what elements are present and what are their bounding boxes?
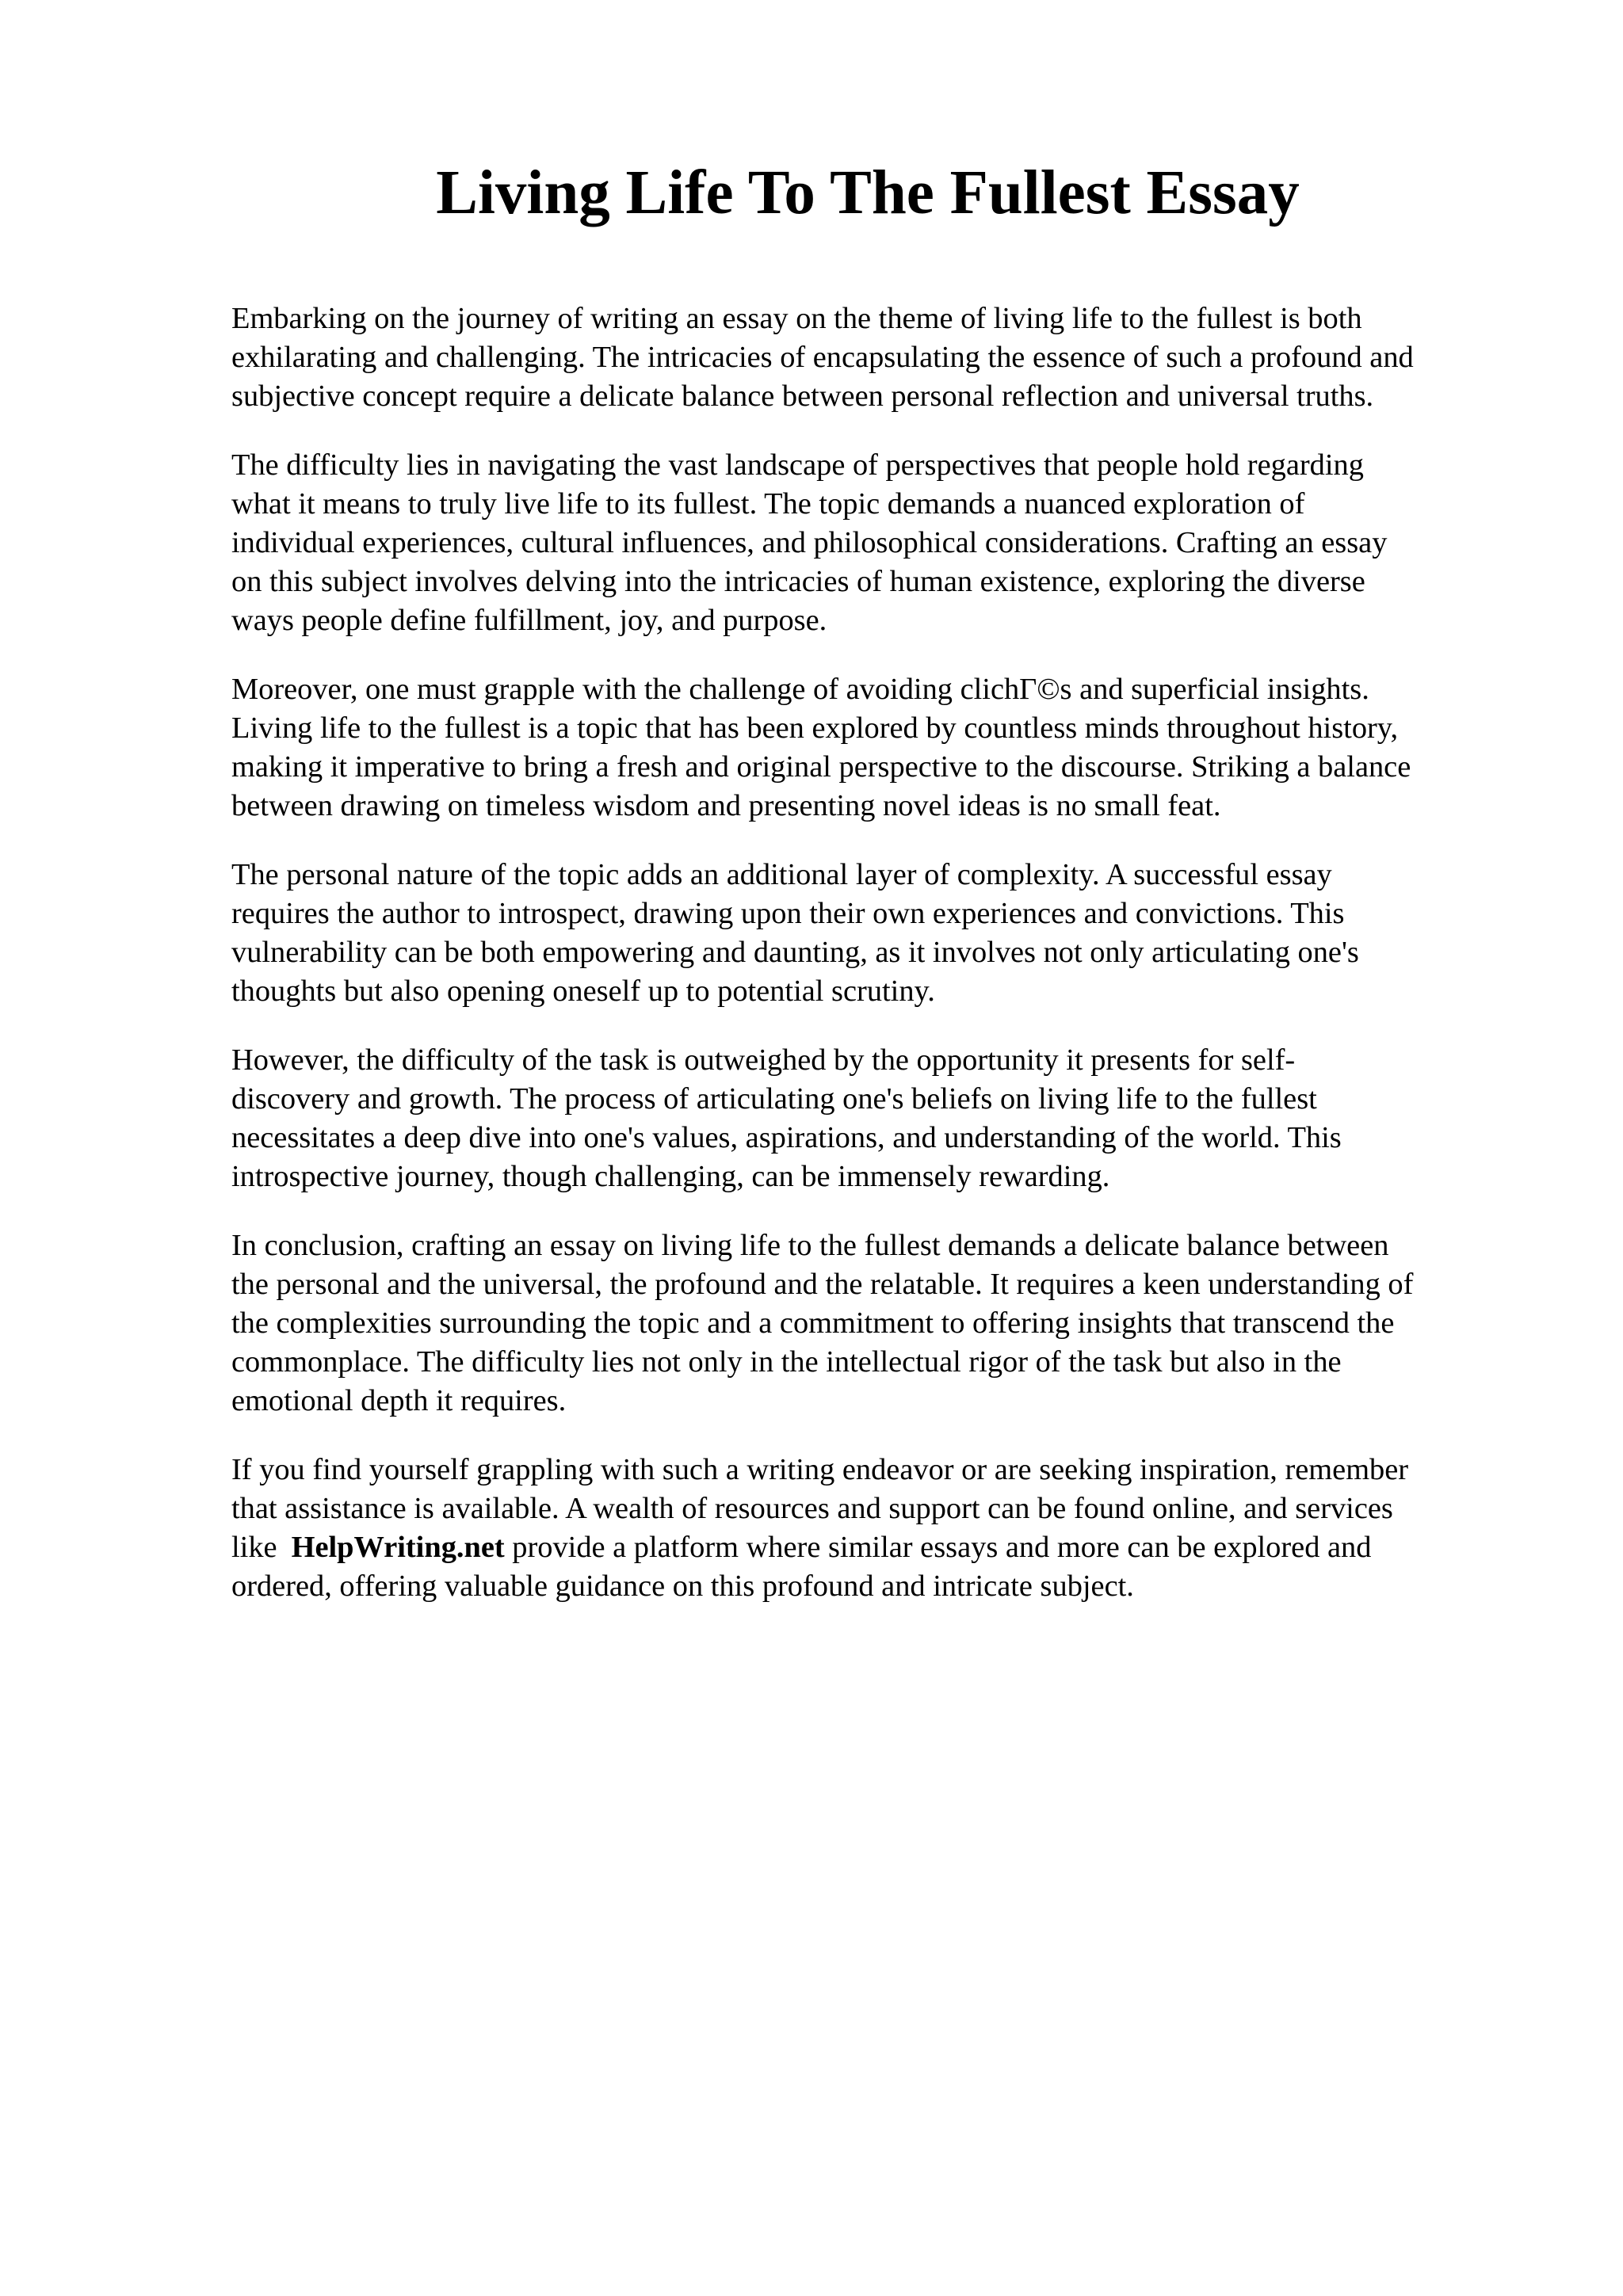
text-line: Embarking on the journey of writing an essay on the theme of living life to the fullest is both: [231, 302, 1362, 335]
text-line: discovery and growth. The process of articulating one's beliefs on living life to the fullest: [231, 1082, 1317, 1116]
paragraph-1: [231, 299, 1515, 416]
text-fragment: provide a platform where similar essays and more can be explored and: [512, 1531, 1372, 1564]
text-line: individual experiences, cultural influences, and philosophical considerations. Crafting an essay: [231, 526, 1388, 559]
text-line: emotional depth it requires.: [231, 1384, 567, 1417]
text-line-with-brand: [231, 1528, 1515, 1567]
paragraph-5: [231, 1041, 1515, 1196]
text-line: the personal and the universal, the profound and the relatable. It requires a keen understanding of: [231, 1268, 1414, 1301]
text-fragment: like: [231, 1531, 277, 1564]
text-line: However, the difficulty of the task is outweighed by the opportunity it presents for self-: [231, 1043, 1296, 1077]
text-line: making it imperative to bring a fresh and original perspective to the discourse. Striking a balance: [231, 750, 1411, 784]
text-line: subjective concept require a delicate balance between personal reflection and universal truths.: [231, 379, 1374, 413]
text-line: commonplace. The difficulty lies not only in the intellectual rigor of the task but also in the: [231, 1345, 1342, 1379]
text-line: ordered, offering valuable guidance on this profound and intricate subject.: [231, 1569, 1134, 1603]
text-line: Moreover, one must grapple with the challenge of avoiding clichΓ©s and superficial insights.: [231, 673, 1369, 706]
text-line: vulnerability can be both empowering and daunting, as it involves not only articulating one's: [231, 936, 1359, 969]
text-line: that assistance is available. A wealth of resources and support can be found online, and services: [231, 1492, 1393, 1525]
text-line: what it means to truly live life to its fullest. The topic demands a nuanced exploration of: [231, 487, 1305, 521]
document-title: Living Life To The Fullest Essay: [436, 158, 1300, 227]
text-line: introspective journey, though challenging, can be immensely rewarding.: [231, 1160, 1110, 1193]
paragraph-6: [231, 1226, 1515, 1421]
text-line: on this subject involves delving into the intricacies of human existence, exploring the diverse: [231, 565, 1365, 598]
text-line: between drawing on timeless wisdom and presenting novel ideas is no small feat.: [231, 789, 1221, 822]
essay-body: [231, 299, 1515, 1636]
text-line: necessitates a deep dive into one's values, aspirations, and understanding of the world. This: [231, 1121, 1342, 1154]
text-line: The difficulty lies in navigating the vast landscape of perspectives that people hold regarding: [231, 448, 1364, 482]
text-line: requires the author to introspect, drawing upon their own experiences and convictions. This: [231, 897, 1345, 930]
brand-name: HelpWriting.net: [291, 1531, 505, 1564]
paragraph-4: [231, 856, 1515, 1011]
paragraph-3: [231, 670, 1515, 826]
text-line: In conclusion, crafting an essay on living life to the fullest demands a delicate balance between: [231, 1229, 1389, 1262]
text-line: ways people define fulfillment, joy, and purpose.: [231, 604, 827, 637]
text-line: Living life to the fullest is a topic that has been explored by countless minds throughout history,: [231, 711, 1399, 745]
paragraph-2: [231, 446, 1515, 640]
text-line: exhilarating and challenging. The intricacies of encapsulating the essence of such a profound and: [231, 341, 1414, 374]
text-line: the complexities surrounding the topic and a commitment to offering insights that transcend the: [231, 1306, 1395, 1340]
text-line: thoughts but also opening oneself up to potential scrutiny.: [231, 974, 935, 1008]
closing-paragraph: [231, 1451, 1515, 1606]
text-line: If you find yourself grappling with such a writing endeavor or are seeking inspiration, remember: [231, 1453, 1409, 1486]
text-line: The personal nature of the topic adds an additional layer of complexity. A successful essay: [231, 858, 1332, 891]
